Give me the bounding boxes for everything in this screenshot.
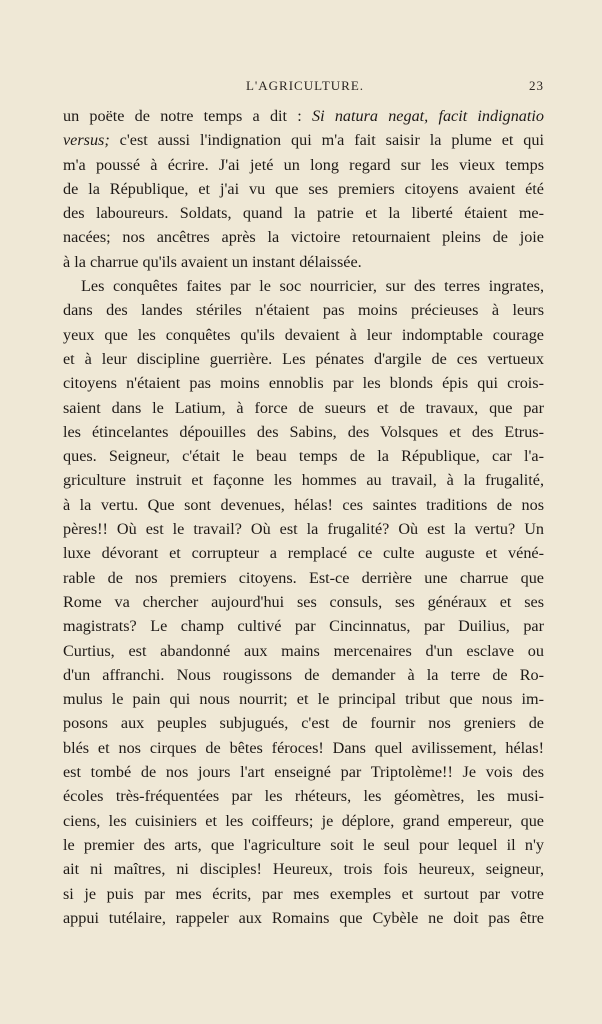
text-line bbox=[63, 250, 544, 274]
line-text: si je puis par mes écrits, par mes exemples et surtout par votre bbox=[63, 884, 544, 903]
text-line bbox=[63, 153, 544, 177]
line-text: à la charrue qu'ils avaient un instant délaissée. bbox=[63, 252, 362, 271]
text-line bbox=[63, 736, 544, 760]
line-text: rable de nos premiers citoyens. Est-ce derrière une charrue que bbox=[63, 568, 544, 587]
line-text: appui tutélaire, rappeler aux Romains que Cybèle ne doit pas être bbox=[63, 908, 544, 927]
text-line bbox=[63, 274, 544, 298]
line-text: dans des landes stériles n'étaient pas moins précieuses à leurs bbox=[63, 301, 544, 320]
line-text: écoles très-fréquentées par les rhéteurs, les géomètres, les musi- bbox=[63, 787, 544, 806]
text-line bbox=[63, 493, 544, 517]
line-text: ciens, les cuisiniers et les coiffeurs; je déplore, grand empereur, que bbox=[63, 811, 544, 830]
line-text: les étincelantes dépouilles des Sabins, des Volsques et des Etrus- bbox=[63, 422, 544, 441]
text-line bbox=[63, 420, 544, 444]
text-line bbox=[63, 128, 544, 152]
text-line bbox=[63, 104, 544, 128]
line-text: Rome va chercher aujourd'hui ses consuls, ses généraux et ses bbox=[63, 592, 544, 611]
text-line bbox=[63, 347, 544, 371]
text-line bbox=[63, 444, 544, 468]
text-line bbox=[63, 784, 544, 808]
line-text: nacées; nos ancêtres après la victoire retournaient pleins de joie bbox=[63, 228, 544, 247]
line-text: m'a poussé à écrire. J'ai jeté un long regard sur les vieux temps bbox=[63, 155, 544, 174]
text-line bbox=[63, 298, 544, 322]
line-text: un poëte de notre temps a dit : bbox=[63, 107, 312, 125]
line-text: est tombé de nos jours l'art enseigné par Triptolème!! Je vois des bbox=[63, 763, 544, 782]
text-line bbox=[63, 590, 544, 614]
line-text: citoyens n'étaient pas moins ennoblis par les blonds épis qui crois- bbox=[63, 374, 544, 393]
text-line bbox=[63, 468, 544, 492]
paragraph bbox=[63, 274, 544, 930]
italic-quote: Si natura negat, facit indignatio bbox=[312, 107, 544, 125]
text-line bbox=[63, 371, 544, 395]
text-line bbox=[63, 639, 544, 663]
line-text: magistrats? Le champ cultivé par Cincinnatus, par Duilius, par bbox=[63, 617, 544, 636]
line-text: mulus le pain qui nous nourrit; et le principal tribut que nous im- bbox=[63, 690, 544, 709]
text-line bbox=[63, 760, 544, 784]
text-line bbox=[63, 396, 544, 420]
line-text: et à leur discipline guerrière. Les pénates d'argile de ces vertueux bbox=[63, 349, 544, 368]
text-line bbox=[63, 906, 544, 930]
line-text: des laboureurs. Soldats, quand la patrie et la liberté étaient me- bbox=[63, 204, 544, 223]
line-text: ques. Seigneur, c'était le beau temps de la République, car l'a- bbox=[63, 447, 544, 466]
line-text: Les conquêtes faites par le soc nourricier, sur des terres ingrates, bbox=[81, 277, 544, 296]
page-number: 23 bbox=[529, 78, 544, 93]
paragraph bbox=[63, 104, 544, 274]
text-line bbox=[63, 541, 544, 565]
text-line bbox=[63, 882, 544, 906]
text-line bbox=[63, 225, 544, 249]
text-line bbox=[63, 687, 544, 711]
text-line bbox=[63, 614, 544, 638]
text-line bbox=[63, 517, 544, 541]
line-text: de la République, et j'ai vu que ses premiers citoyens avaient été bbox=[63, 179, 544, 198]
line-text: yeux que les conquêtes qu'ils devaient à leur indomptable courage bbox=[63, 325, 544, 344]
line-text: luxe dévorant et corrupteur a remplacé ce culte auguste et véné- bbox=[63, 544, 544, 563]
line-text: posons aux peuples subjugués, c'est de fournir nos greniers de bbox=[63, 714, 544, 733]
text-line bbox=[63, 711, 544, 735]
text-line bbox=[63, 809, 544, 833]
text-line bbox=[63, 201, 544, 225]
line-text: le premier des arts, que l'agriculture soit le seul pour lequel il n'y bbox=[63, 835, 544, 854]
text-line bbox=[63, 833, 544, 857]
line-text: pères!! Où est le travail? Où est la frugalité? Où est la vertu? Un bbox=[63, 520, 544, 539]
line-text: griculture instruit et façonne les hommes au travail, à la frugalité, bbox=[63, 471, 544, 490]
text-line bbox=[63, 566, 544, 590]
running-title: L'AGRICULTURE. bbox=[245, 78, 365, 93]
italic-quote: versus; bbox=[63, 131, 110, 150]
line-text: ait ni maîtres, ni disciples! Heureux, trois fois heureux, seigneur, bbox=[63, 860, 544, 879]
body-text bbox=[63, 104, 544, 930]
line-text: c'est aussi l'indignation qui m'a fait saisir la plume et qui bbox=[109, 131, 544, 150]
line-text: d'un affranchi. Nous rougissons de demander à la terre de Ro- bbox=[63, 665, 544, 684]
line-text: saient dans le Latium, à force de sueurs et de travaux, que par bbox=[63, 398, 544, 417]
running-header bbox=[60, 78, 550, 98]
line-text: blés et nos cirques de bêtes féroces! Dans quel avilissement, hélas! bbox=[63, 738, 544, 757]
text-line bbox=[63, 857, 544, 881]
text-line bbox=[63, 663, 544, 687]
text-line bbox=[63, 323, 544, 347]
text-line bbox=[63, 177, 544, 201]
line-text: à la vertu. Que sont devenues, hélas! ces saintes traditions de nos bbox=[63, 495, 544, 514]
line-text: Curtius, est abandonné aux mains mercenaires d'un esclave ou bbox=[63, 641, 544, 660]
